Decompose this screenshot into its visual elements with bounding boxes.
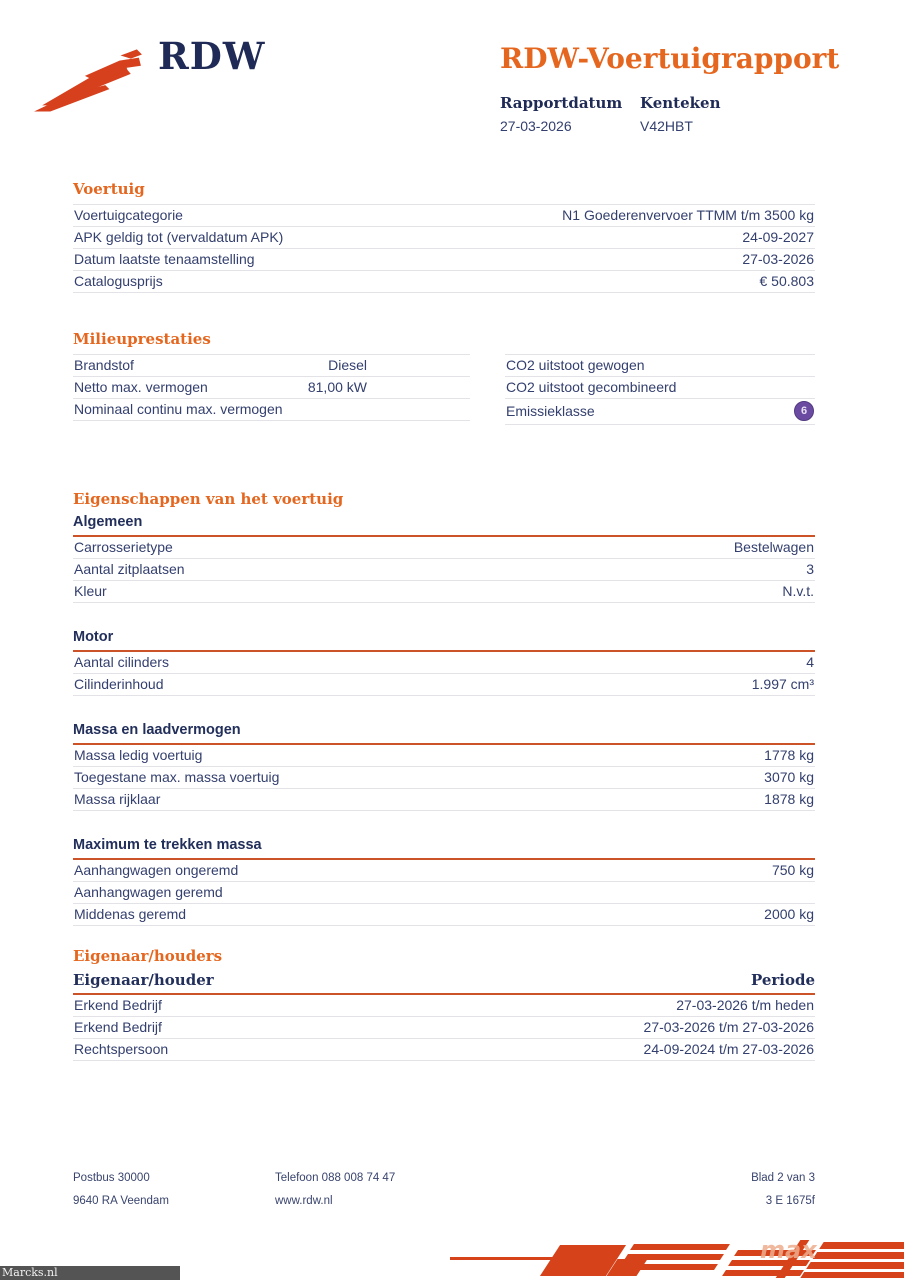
massa-table [73,745,815,811]
row-label: Carrosserietype [74,539,173,555]
row-label: Netto max. vermogen [74,379,208,395]
stripe-shape [624,1254,724,1260]
report-date-value: 27-03-2026 [500,118,572,134]
stripe-shape [722,1270,804,1276]
row-value: 750 kg [771,862,814,878]
row-label: Toegestane max. massa voertuig [74,769,280,785]
table-row [73,995,815,1017]
license-plate-value: V42HBT [640,118,693,134]
owner-table [73,995,815,1061]
table-row [73,652,815,674]
table-row [73,581,815,603]
owner-period: 27-03-2026 t/m heden [676,997,814,1013]
table-row [73,355,470,377]
section-eigenaar [73,947,815,1061]
report-meta [500,94,815,134]
row-value: N.v.t. [782,583,814,599]
table-row [73,399,470,421]
owner-name: Erkend Bedrijf [74,997,162,1013]
table-row [73,767,815,789]
row-label: Massa rijklaar [74,791,161,807]
table-row [73,904,815,926]
stripe-shape [618,1264,718,1270]
table-row [505,399,815,425]
speed-stripes-graphic [450,1236,904,1280]
owner-table-header [73,971,815,995]
subsection-trekken-title: Maximum te trekken massa [73,837,815,860]
table-row [73,537,815,559]
table-row [73,559,815,581]
emission-class-badge: 6 [794,401,814,421]
section-voertuig-title: Voertuig [73,180,145,198]
motor-table [73,652,815,696]
voertuig-table [73,204,815,293]
trekken-table [73,860,815,926]
footer-phone: Telefoon 088 008 74 47 [275,1172,396,1184]
row-label: Aantal zitplaatsen [74,561,185,577]
table-row [73,745,815,767]
table-row [73,205,815,227]
license-plate-label: Kenteken [640,94,721,112]
table-row [505,355,815,377]
row-label: Cilinderinhoud [74,676,164,692]
table-row [505,377,815,399]
owner-name: Erkend Bedrijf [74,1019,162,1035]
table-row [73,377,470,399]
footer-page-info: Blad 2 van 3 [751,1172,815,1184]
milieu-tables [73,354,815,425]
watermark-bar: Marcks.nl [0,1266,180,1280]
row-value: 1778 kg [764,747,814,763]
row-value: € 50.803 [759,273,814,289]
footer-row [73,1195,815,1207]
row-value: 2000 kg [764,906,814,922]
section-milieuprestaties [73,330,815,425]
table-row [73,1017,815,1039]
section-eigenschappen [73,490,815,926]
stripe-shape [630,1244,730,1250]
table-row [73,674,815,696]
page-title: RDW-Voertuigrapport [500,42,840,75]
row-value: Bestelwagen [733,539,814,555]
row-value: N1 Goederenvervoer TTMM t/m 3500 kg [562,207,814,223]
footer-form-code: 3 E 1675f [765,1195,815,1207]
report-date-block [500,94,640,134]
footer-address-line2: 9640 RA Veendam [73,1195,169,1207]
table-row [73,227,815,249]
row-label: CO2 uitstoot gecombineerd [506,379,677,395]
table-row [73,882,815,904]
rdw-logo-icon [34,46,146,116]
section-eigenschappen-title: Eigenschappen van het voertuig [73,490,344,508]
row-label: Brandstof [74,357,134,373]
row-label: Kleur [74,583,107,599]
section-voertuig [73,180,815,293]
row-value: 1.997 cm³ [751,676,814,692]
row-label: Massa ledig voertuig [74,747,203,763]
report-date-label: Rapportdatum [500,94,623,112]
milieu-left-table [73,354,470,425]
row-value: 27-03-2026 [742,251,814,267]
table-row [73,249,815,271]
algemeen-table [73,537,815,603]
milieu-right-table [505,354,815,425]
row-label: APK geldig tot (vervaldatum APK) [74,229,284,245]
section-milieu-title: Milieuprestaties [73,330,211,348]
row-label: Aanhangwagen geremd [74,884,223,900]
table-row [73,789,815,811]
footer-website: www.rdw.nl [275,1195,333,1207]
bottom-graphic-watermark-text: max [760,1236,817,1264]
row-value: Diesel [328,357,367,373]
row-value: 4 [806,654,814,670]
row-label: Nominaal continu max. vermogen [74,401,283,417]
subsection-algemeen-title: Algemeen [73,514,815,537]
rdw-brand-text: RDW [158,34,266,78]
row-label: Aantal cilinders [74,654,169,670]
section-eigenaar-title: Eigenaar/houders [73,947,223,965]
footer-row [73,1172,815,1184]
subsection-massa-title: Massa en laadvermogen [73,722,815,745]
row-value: 81,00 kW [307,379,367,395]
footer-address-line1: Postbus 30000 [73,1172,150,1184]
owner-name: Rechtspersoon [74,1041,169,1057]
row-label: Middenas geremd [74,906,187,922]
owner-period: 27-03-2026 t/m 27-03-2026 [643,1019,814,1035]
owner-column-header: Eigenaar/houder [73,971,214,989]
row-value: 3 [806,561,814,577]
row-label: CO2 uitstoot gewogen [506,357,645,373]
table-row [73,271,815,293]
row-value: 1878 kg [764,791,814,807]
row-label: Datum laatste tenaamstelling [74,251,255,267]
subsection-motor-title: Motor [73,629,815,652]
license-plate-block [640,94,780,134]
period-column-header: Periode [750,971,815,989]
row-value: 24-09-2027 [742,229,814,245]
row-label: Catalogusprijs [74,273,163,289]
row-label: Voertuigcategorie [74,207,183,223]
row-label: Aanhangwagen ongeremd [74,862,239,878]
owner-period: 24-09-2024 t/m 27-03-2026 [643,1041,814,1057]
table-row [73,1039,815,1061]
table-row [73,860,815,882]
page-footer [73,1172,815,1218]
row-label: Emissieklasse [506,403,595,419]
row-value: 3070 kg [764,769,814,785]
